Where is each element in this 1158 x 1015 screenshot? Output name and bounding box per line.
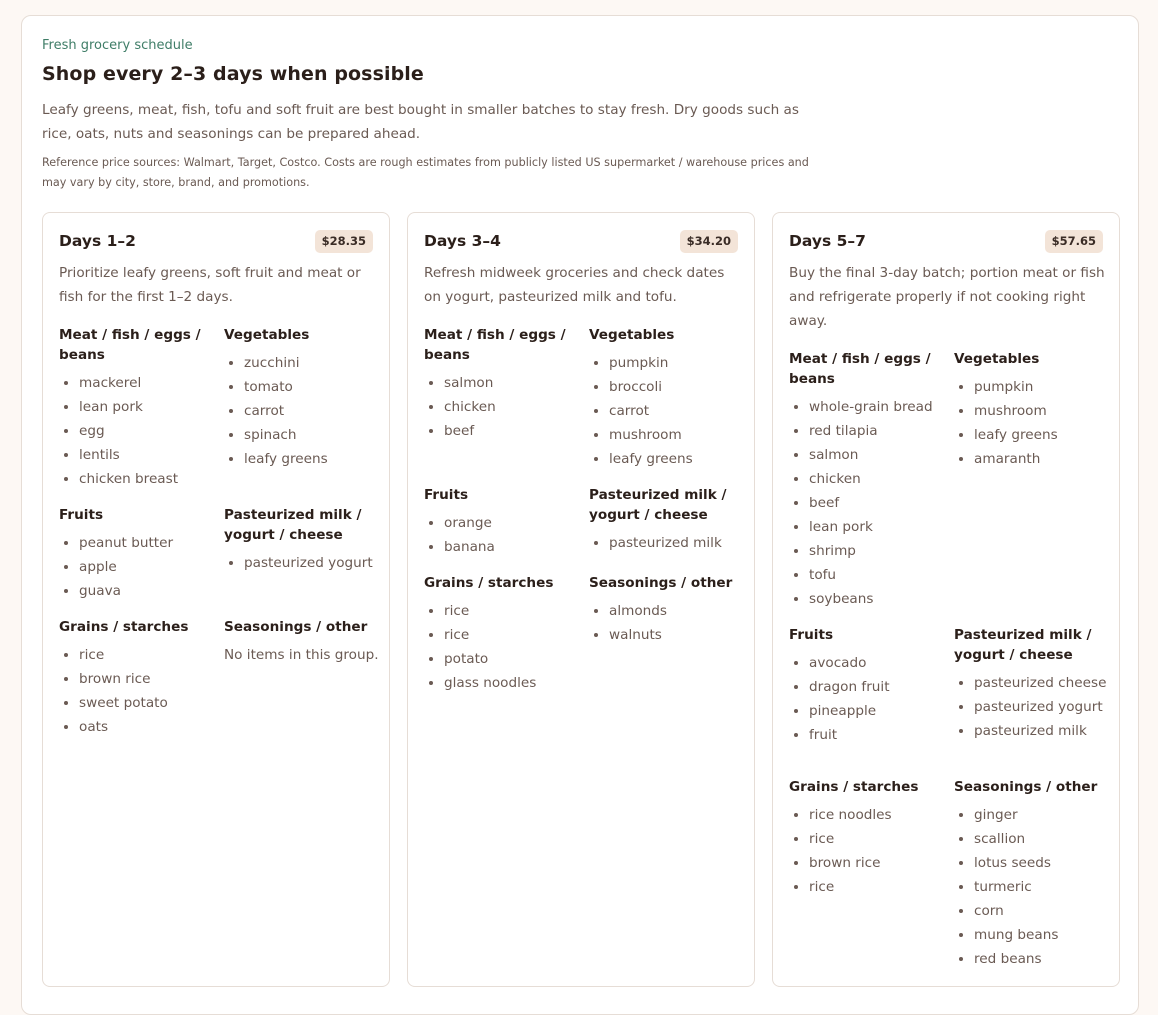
card-description: Refresh midweek groceries and check dates on yogurt, pasteurized milk and tofu.: [424, 265, 725, 305]
list-item: lentils: [59, 445, 215, 465]
group-list: [789, 805, 945, 897]
card-title: Days 5–7: [789, 232, 866, 250]
list-item: rice: [789, 829, 945, 849]
group-title: Grains / starches: [59, 619, 189, 635]
grocery-schedule-panel: [21, 15, 1139, 1015]
list-item: pumpkin: [954, 377, 1110, 397]
intro-text: Leafy greens, meat, fish, tofu and soft fruit are best bought in smaller batches to stay fresh. Dry goods such as rice, oats, nuts and seasonings can be prepared ahead.: [42, 102, 799, 142]
list-item: red beans: [954, 949, 1110, 969]
list-item: beef: [424, 421, 580, 441]
list-item: brown rice: [789, 853, 945, 873]
group-list: [954, 377, 1110, 469]
group-list: [59, 645, 215, 737]
group-dairy: [224, 505, 380, 577]
list-item: apple: [59, 557, 215, 577]
list-item: walnuts: [589, 625, 745, 645]
list-item: leafy greens: [954, 425, 1110, 445]
group-list: [589, 601, 745, 645]
schedule-card-days-3-4: [407, 212, 755, 987]
group-list: [424, 601, 580, 693]
list-item: mushroom: [954, 401, 1110, 421]
list-item: salmon: [789, 445, 945, 465]
list-item: lean pork: [789, 517, 945, 537]
list-item: zucchini: [224, 353, 380, 373]
group-vegetables: [589, 325, 745, 473]
group-title: Pasteurized milk / yogurt / cheese: [954, 627, 1092, 663]
list-item: soybeans: [789, 589, 945, 609]
list-item: spinach: [224, 425, 380, 445]
group-meat-fish-eggs-beans: [59, 325, 215, 493]
list-item: chicken: [789, 469, 945, 489]
schedule-card-days-1-2: [42, 212, 390, 987]
card-title: Days 3–4: [424, 232, 501, 250]
group-list: [59, 533, 215, 601]
list-item: salmon: [424, 373, 580, 393]
group-title: Fruits: [59, 507, 104, 523]
list-item: guava: [59, 581, 215, 601]
group-title: Pasteurized milk / yogurt / cheese: [224, 507, 362, 543]
group-title: Grains / starches: [789, 779, 919, 795]
group-title: Seasonings / other: [224, 619, 368, 635]
list-item: potato: [424, 649, 580, 669]
list-item: rice noodles: [789, 805, 945, 825]
group-grains-starches: [59, 617, 215, 741]
group-title: Fruits: [789, 627, 834, 643]
schedule-card-days-5-7: [772, 212, 1120, 987]
list-item: ginger: [954, 805, 1110, 825]
list-item: amaranth: [954, 449, 1110, 469]
price-badge: $28.35: [315, 230, 373, 253]
eyebrow-label: Fresh grocery schedule: [42, 38, 193, 53]
group-list: [589, 533, 745, 553]
list-item: glass noodles: [424, 673, 580, 693]
group-dairy: [589, 485, 745, 557]
list-item: whole-grain bread: [789, 397, 945, 417]
group-grains-starches: [424, 573, 580, 697]
list-item: peanut butter: [59, 533, 215, 553]
list-item: orange: [424, 513, 580, 533]
group-title: Vegetables: [589, 327, 675, 343]
empty-group-message: No items in this group.: [224, 647, 379, 663]
group-title: Pasteurized milk / yogurt / cheese: [589, 487, 727, 523]
group-title: Fruits: [424, 487, 469, 503]
list-item: lean pork: [59, 397, 215, 417]
group-title: Meat / fish / eggs / beans: [59, 327, 201, 363]
group-seasonings-other: [224, 617, 380, 665]
list-item: chicken breast: [59, 469, 215, 489]
group-fruits: [424, 485, 580, 561]
group-list: [59, 373, 215, 489]
list-item: rice: [424, 601, 580, 621]
list-item: mackerel: [59, 373, 215, 393]
group-fruits: [789, 625, 945, 749]
list-item: dragon fruit: [789, 677, 945, 697]
list-item: leafy greens: [589, 449, 745, 469]
group-title: Seasonings / other: [954, 779, 1098, 795]
group-fruits: [59, 505, 215, 605]
group-list: [589, 353, 745, 469]
card-description: Buy the final 3-day batch; portion meat or fish and refrigerate properly if not cooking right away.: [789, 265, 1105, 329]
list-item: lotus seeds: [954, 853, 1110, 873]
list-item: pasteurized milk: [589, 533, 745, 553]
group-meat-fish-eggs-beans: [424, 325, 580, 445]
list-item: mushroom: [589, 425, 745, 445]
list-item: pasteurized milk: [954, 721, 1110, 741]
list-item: rice: [789, 877, 945, 897]
group-meat-fish-eggs-beans: [789, 349, 945, 613]
list-item: chicken: [424, 397, 580, 417]
group-title: Meat / fish / eggs / beans: [424, 327, 566, 363]
group-grains-starches: [789, 777, 945, 901]
group-title: Vegetables: [954, 351, 1040, 367]
list-item: pineapple: [789, 701, 945, 721]
list-item: carrot: [589, 401, 745, 421]
list-item: shrimp: [789, 541, 945, 561]
price-badge: $57.65: [1045, 230, 1103, 253]
group-list: [954, 805, 1110, 969]
list-item: pasteurized yogurt: [954, 697, 1110, 717]
list-item: banana: [424, 537, 580, 557]
card-description: Prioritize leafy greens, soft fruit and meat or fish for the first 1–2 days.: [59, 265, 361, 305]
card-title: Days 1–2: [59, 232, 136, 250]
group-seasonings-other: [954, 777, 1110, 973]
list-item: avocado: [789, 653, 945, 673]
list-item: pasteurized cheese: [954, 673, 1110, 693]
group-dairy: [954, 625, 1110, 745]
list-item: oats: [59, 717, 215, 737]
group-seasonings-other: [589, 573, 745, 649]
list-item: turmeric: [954, 877, 1110, 897]
list-item: pumpkin: [589, 353, 745, 373]
list-item: corn: [954, 901, 1110, 921]
list-item: pasteurized yogurt: [224, 553, 380, 573]
price-sources-note: Reference price sources: Walmart, Target, Costco. Costs are rough estimates from publicly listed US supermarket / warehouse prices and may vary by city, store, brand, and promotions.: [42, 156, 809, 189]
list-item: red tilapia: [789, 421, 945, 441]
list-item: rice: [59, 645, 215, 665]
group-list: [789, 653, 945, 745]
list-item: leafy greens: [224, 449, 380, 469]
group-vegetables: [224, 325, 380, 473]
list-item: brown rice: [59, 669, 215, 689]
list-item: broccoli: [589, 377, 745, 397]
group-list: [224, 553, 380, 573]
group-title: Vegetables: [224, 327, 310, 343]
group-list: [954, 673, 1110, 741]
list-item: beef: [789, 493, 945, 513]
group-vegetables: [954, 349, 1110, 473]
page-title: Shop every 2–3 days when possible: [42, 63, 424, 85]
list-item: rice: [424, 625, 580, 645]
list-item: carrot: [224, 401, 380, 421]
list-item: tofu: [789, 565, 945, 585]
list-item: scallion: [954, 829, 1110, 849]
group-list: [424, 373, 580, 441]
list-item: egg: [59, 421, 215, 441]
group-title: Meat / fish / eggs / beans: [789, 351, 931, 387]
list-item: almonds: [589, 601, 745, 621]
group-title: Grains / starches: [424, 575, 554, 591]
group-list: [224, 353, 380, 469]
group-list: [789, 397, 945, 609]
price-badge: $34.20: [680, 230, 738, 253]
list-item: tomato: [224, 377, 380, 397]
group-title: Seasonings / other: [589, 575, 733, 591]
list-item: sweet potato: [59, 693, 215, 713]
list-item: fruit: [789, 725, 945, 745]
list-item: mung beans: [954, 925, 1110, 945]
group-list: [424, 513, 580, 557]
